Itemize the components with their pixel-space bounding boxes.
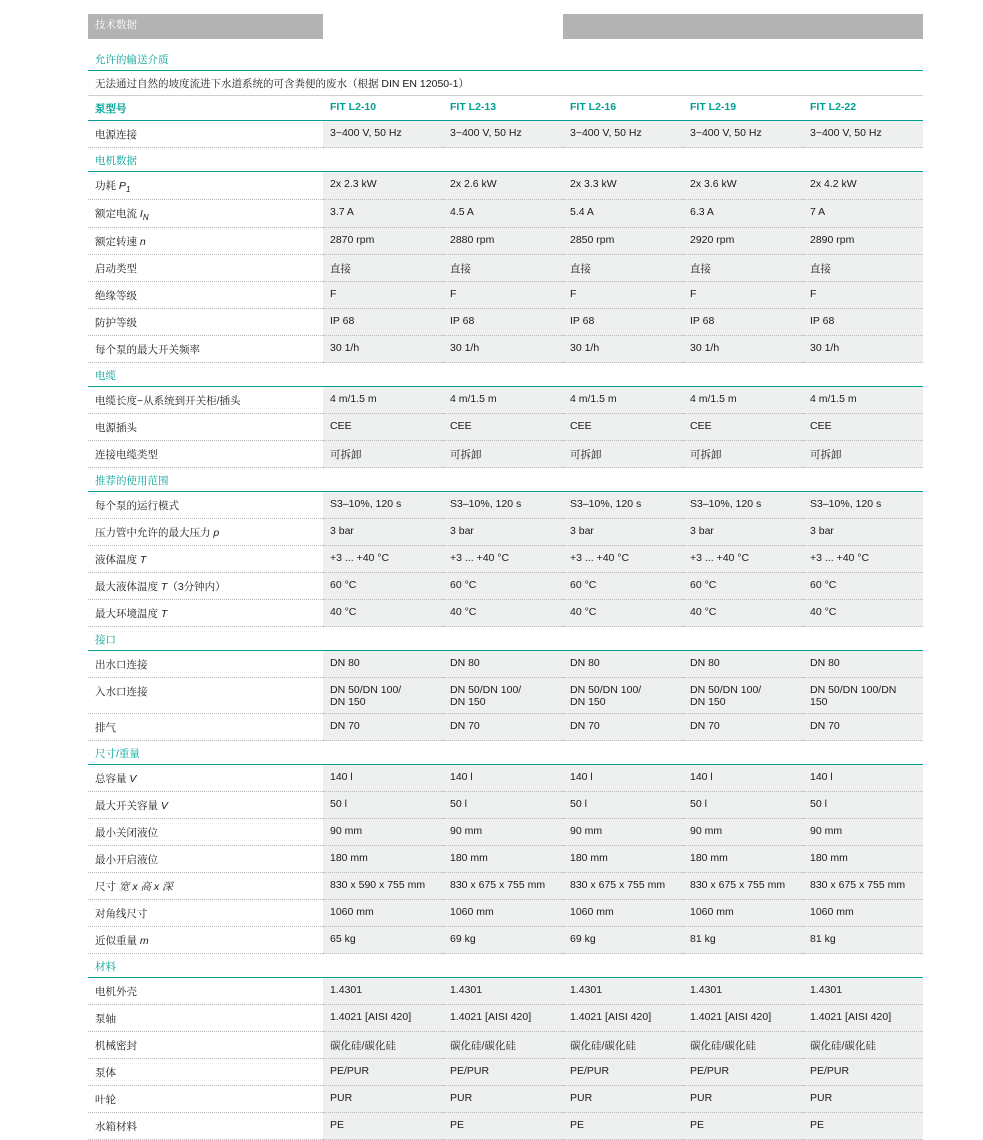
row-label: 水箱材料	[88, 1113, 323, 1140]
row-label: 启动类型	[88, 255, 323, 282]
cell-value-2: 1060 mm	[563, 900, 683, 927]
cell-value-1: PE	[443, 1113, 563, 1140]
cell-value-0: IP 68	[323, 309, 443, 336]
cell-value-4: 直接	[803, 255, 923, 282]
section-title-interface: 接口	[88, 627, 323, 651]
cell-value-0: 直接	[323, 255, 443, 282]
cell-value-2: F	[563, 282, 683, 309]
media-note: 无法通过自然的坡度流进下水道系统的可含粪便的废水（根据 DIN EN 12050-1）	[88, 71, 923, 96]
section-header-interface	[88, 627, 923, 651]
cell-value-3: 6.3 A	[683, 200, 803, 228]
cell-value-2: 1.4301	[563, 978, 683, 1005]
cell-value-4: 30 1/h	[803, 336, 923, 363]
cell-value-3: 1.4021 [AISI 420]	[683, 1005, 803, 1032]
cell-value-1: 90 mm	[443, 819, 563, 846]
cell-value-1: 180 mm	[443, 846, 563, 873]
model-name-4: FIT L2-22	[803, 96, 923, 121]
table-row	[88, 900, 923, 927]
cell-value-4: DN 70	[803, 714, 923, 741]
cell-value-3: 3 bar	[683, 519, 803, 546]
cell-value-1: IP 68	[443, 309, 563, 336]
table-row	[88, 846, 923, 873]
row-label: 最大环境温度 T	[88, 600, 323, 627]
cell-value-2: 3~400 V, 50 Hz	[563, 121, 683, 148]
cell-value-3: 50 l	[683, 792, 803, 819]
cell-value-1: 60 °C	[443, 573, 563, 600]
cell-value-4: 3 bar	[803, 519, 923, 546]
section-rule	[323, 148, 923, 172]
cell-value-2: DN 80	[563, 651, 683, 678]
table-row	[88, 255, 923, 282]
cell-value-3: 4 m/1.5 m	[683, 387, 803, 414]
cell-value-0: DN 70	[323, 714, 443, 741]
table-row	[88, 336, 923, 363]
cell-value-0: PUR	[323, 1086, 443, 1113]
table-row	[88, 573, 923, 600]
cell-value-3: 可拆卸	[683, 441, 803, 468]
cell-value-4: DN 50/DN 100/DN 150	[803, 678, 923, 714]
cell-value-0: F	[323, 282, 443, 309]
cell-value-0: CEE	[323, 414, 443, 441]
cell-value-1: 1.4301	[443, 978, 563, 1005]
cell-value-1: 4 m/1.5 m	[443, 387, 563, 414]
cell-value-3: 直接	[683, 255, 803, 282]
table-row	[88, 200, 923, 228]
cell-value-1: 30 1/h	[443, 336, 563, 363]
cell-value-3: DN 80	[683, 651, 803, 678]
cell-value-2: 3 bar	[563, 519, 683, 546]
cell-value-3: 830 x 675 x 755 mm	[683, 873, 803, 900]
cell-value-1: PUR	[443, 1086, 563, 1113]
model-name-1: FIT L2-13	[443, 96, 563, 121]
cell-value-1: 40 °C	[443, 600, 563, 627]
cell-value-2: 碳化硅/碳化硅	[563, 1032, 683, 1059]
cell-value-4: PUR	[803, 1086, 923, 1113]
section-header-motor	[88, 148, 923, 172]
section-title-dimensions: 尺寸/重量	[88, 741, 323, 765]
cell-value-2: 60 °C	[563, 573, 683, 600]
section-rule	[323, 741, 923, 765]
section-title-material: 材料	[88, 954, 323, 978]
cell-value-1: CEE	[443, 414, 563, 441]
table-row	[88, 792, 923, 819]
cell-value-2: 1.4021 [AISI 420]	[563, 1005, 683, 1032]
row-label: 液体温度 T	[88, 546, 323, 573]
cell-value-0: 可拆卸	[323, 441, 443, 468]
cell-value-4: 81 kg	[803, 927, 923, 954]
cell-value-3: 碳化硅/碳化硅	[683, 1032, 803, 1059]
cell-value-4: PE	[803, 1113, 923, 1140]
row-label: 电源连接	[88, 121, 323, 148]
row-label: 电缆长度~从系统到开关柜/插头	[88, 387, 323, 414]
cell-value-4: 140 l	[803, 765, 923, 792]
cell-value-1: 3~400 V, 50 Hz	[443, 121, 563, 148]
cell-value-3: 1.4301	[683, 978, 803, 1005]
cell-value-0: 2x 2.3 kW	[323, 172, 443, 200]
cell-value-2: DN 50/DN 100/ DN 150	[563, 678, 683, 714]
cell-value-2: 30 1/h	[563, 336, 683, 363]
cell-value-4: 碳化硅/碳化硅	[803, 1032, 923, 1059]
technical-data-table	[88, 14, 923, 1140]
row-spacer	[88, 39, 923, 47]
section-title-usage: 推荐的使用范围	[88, 468, 323, 492]
title-bar-gap	[323, 14, 563, 39]
cell-value-0: DN 80	[323, 651, 443, 678]
cell-value-4: IP 68	[803, 309, 923, 336]
cell-value-2: IP 68	[563, 309, 683, 336]
row-label: 近似重量 m	[88, 927, 323, 954]
cell-value-0: 50 l	[323, 792, 443, 819]
cell-value-3: 140 l	[683, 765, 803, 792]
section-rule	[323, 363, 923, 387]
table-row	[88, 927, 923, 954]
section-header-usage	[88, 468, 923, 492]
cell-value-2: DN 70	[563, 714, 683, 741]
row-label: 每个泵的运行模式	[88, 492, 323, 519]
row-label: 叶轮	[88, 1086, 323, 1113]
cell-value-1: 2x 2.6 kW	[443, 172, 563, 200]
cell-value-0: 3 bar	[323, 519, 443, 546]
cell-value-3: 1060 mm	[683, 900, 803, 927]
row-label: 压力管中允许的最大压力 p	[88, 519, 323, 546]
table-row	[88, 121, 923, 148]
cell-value-2: 40 °C	[563, 600, 683, 627]
cell-value-0: 30 1/h	[323, 336, 443, 363]
table-row	[88, 765, 923, 792]
cell-value-1: +3 ... +40 °C	[443, 546, 563, 573]
row-label: 排气	[88, 714, 323, 741]
cell-value-1: 4.5 A	[443, 200, 563, 228]
cell-value-2: 140 l	[563, 765, 683, 792]
spacer-cell	[88, 39, 923, 47]
section-header-cable	[88, 363, 923, 387]
cell-value-2: 180 mm	[563, 846, 683, 873]
row-label: 尺寸 宽 x 高 x 深	[88, 873, 323, 900]
cell-value-1: S3–10%, 120 s	[443, 492, 563, 519]
cell-value-2: PUR	[563, 1086, 683, 1113]
cell-value-4: 40 °C	[803, 600, 923, 627]
cell-value-1: 可拆卸	[443, 441, 563, 468]
cell-value-0: PE/PUR	[323, 1059, 443, 1086]
row-label: 泵体	[88, 1059, 323, 1086]
row-label: 机械密封	[88, 1032, 323, 1059]
cell-value-3: IP 68	[683, 309, 803, 336]
cell-value-0: 2870 rpm	[323, 228, 443, 255]
cell-value-0: PE	[323, 1113, 443, 1140]
cell-value-4: 2x 4.2 kW	[803, 172, 923, 200]
cell-value-4: 180 mm	[803, 846, 923, 873]
table-row	[88, 600, 923, 627]
row-label: 绝缘等级	[88, 282, 323, 309]
table-row	[88, 1005, 923, 1032]
row-label: 连接电缆类型	[88, 441, 323, 468]
cell-value-3: DN 70	[683, 714, 803, 741]
row-label: 额定转速 n	[88, 228, 323, 255]
cell-value-3: F	[683, 282, 803, 309]
cell-value-3: 81 kg	[683, 927, 803, 954]
title-bar-fill	[563, 14, 923, 39]
model-name-0: FIT L2-10	[323, 96, 443, 121]
section-title-motor: 电机数据	[88, 148, 323, 172]
cell-value-0: 3~400 V, 50 Hz	[323, 121, 443, 148]
cell-value-2: PE	[563, 1113, 683, 1140]
table-row	[88, 228, 923, 255]
cell-value-3: +3 ... +40 °C	[683, 546, 803, 573]
cell-value-4: DN 80	[803, 651, 923, 678]
cell-value-1: 1.4021 [AISI 420]	[443, 1005, 563, 1032]
cell-value-3: PUR	[683, 1086, 803, 1113]
table-body	[88, 14, 923, 1140]
cell-value-0: S3–10%, 120 s	[323, 492, 443, 519]
cell-value-2: 2850 rpm	[563, 228, 683, 255]
cell-value-4: 7 A	[803, 200, 923, 228]
cell-value-2: +3 ... +40 °C	[563, 546, 683, 573]
cell-value-3: 60 °C	[683, 573, 803, 600]
table-row	[88, 309, 923, 336]
table-row	[88, 414, 923, 441]
cell-value-1: 3 bar	[443, 519, 563, 546]
cell-value-1: 直接	[443, 255, 563, 282]
cell-value-2: 50 l	[563, 792, 683, 819]
section-rule	[323, 47, 923, 71]
cell-value-1: 140 l	[443, 765, 563, 792]
cell-value-0: 4 m/1.5 m	[323, 387, 443, 414]
row-label: 最大开关容量 V	[88, 792, 323, 819]
cell-value-1: 2880 rpm	[443, 228, 563, 255]
cell-value-4: 1060 mm	[803, 900, 923, 927]
table-row	[88, 519, 923, 546]
model-name-3: FIT L2-19	[683, 96, 803, 121]
row-label: 每个泵的最大开关频率	[88, 336, 323, 363]
cell-value-3: S3–10%, 120 s	[683, 492, 803, 519]
section-header-material	[88, 954, 923, 978]
page-title: 技术数据	[88, 14, 323, 39]
cell-value-1: 69 kg	[443, 927, 563, 954]
cell-value-3: CEE	[683, 414, 803, 441]
cell-value-4: PE/PUR	[803, 1059, 923, 1086]
table-row	[88, 1059, 923, 1086]
table-row	[88, 1086, 923, 1113]
cell-value-4: 3~400 V, 50 Hz	[803, 121, 923, 148]
cell-value-0: 180 mm	[323, 846, 443, 873]
model-header-label: 泵型号	[88, 96, 323, 121]
cell-value-4: 可拆卸	[803, 441, 923, 468]
row-label: 电机外壳	[88, 978, 323, 1005]
cell-value-4: 1.4021 [AISI 420]	[803, 1005, 923, 1032]
cell-value-0: 65 kg	[323, 927, 443, 954]
cell-value-1: 50 l	[443, 792, 563, 819]
cell-value-4: 830 x 675 x 755 mm	[803, 873, 923, 900]
media-note-row	[88, 71, 923, 96]
section-title-cable: 电缆	[88, 363, 323, 387]
cell-value-4: 2890 rpm	[803, 228, 923, 255]
cell-value-2: 90 mm	[563, 819, 683, 846]
cell-value-0: 90 mm	[323, 819, 443, 846]
row-label: 防护等级	[88, 309, 323, 336]
page-title-bar	[88, 14, 923, 39]
table-row	[88, 1113, 923, 1140]
cell-value-1: F	[443, 282, 563, 309]
row-label: 额定电流 $I_N$	[88, 200, 323, 228]
cell-value-1: DN 70	[443, 714, 563, 741]
cell-value-3: 30 1/h	[683, 336, 803, 363]
cell-value-0: 1060 mm	[323, 900, 443, 927]
cell-value-4: CEE	[803, 414, 923, 441]
row-label: 出水口连接	[88, 651, 323, 678]
cell-value-1: PE/PUR	[443, 1059, 563, 1086]
cell-value-1: DN 80	[443, 651, 563, 678]
table-row	[88, 441, 923, 468]
table-row	[88, 714, 923, 741]
cell-value-4: 60 °C	[803, 573, 923, 600]
cell-value-3: 40 °C	[683, 600, 803, 627]
section-header-media	[88, 47, 923, 71]
model-header-row	[88, 96, 923, 121]
cell-value-0: 40 °C	[323, 600, 443, 627]
table-row	[88, 1032, 923, 1059]
cell-value-4: S3–10%, 120 s	[803, 492, 923, 519]
row-label: 泵轴	[88, 1005, 323, 1032]
cell-value-3: 180 mm	[683, 846, 803, 873]
row-label: 总容量 V	[88, 765, 323, 792]
cell-value-2: S3–10%, 120 s	[563, 492, 683, 519]
section-rule	[323, 468, 923, 492]
cell-value-2: 4 m/1.5 m	[563, 387, 683, 414]
table-row	[88, 978, 923, 1005]
row-label: 功耗 $P_1$	[88, 172, 323, 200]
cell-value-2: 69 kg	[563, 927, 683, 954]
cell-value-2: 830 x 675 x 755 mm	[563, 873, 683, 900]
cell-value-2: PE/PUR	[563, 1059, 683, 1086]
row-label: 电源插头	[88, 414, 323, 441]
cell-value-2: CEE	[563, 414, 683, 441]
cell-value-2: 直接	[563, 255, 683, 282]
cell-value-0: 1.4301	[323, 978, 443, 1005]
table-row	[88, 819, 923, 846]
cell-value-3: PE/PUR	[683, 1059, 803, 1086]
cell-value-3: 90 mm	[683, 819, 803, 846]
table-row	[88, 387, 923, 414]
table-row	[88, 678, 923, 714]
cell-value-0: +3 ... +40 °C	[323, 546, 443, 573]
table-row	[88, 873, 923, 900]
cell-value-0: 60 °C	[323, 573, 443, 600]
cell-value-4: 1.4301	[803, 978, 923, 1005]
cell-value-3: 2920 rpm	[683, 228, 803, 255]
row-label: 最小开启液位	[88, 846, 323, 873]
cell-value-4: +3 ... +40 °C	[803, 546, 923, 573]
row-label: 入水口连接	[88, 678, 323, 714]
section-rule	[323, 954, 923, 978]
cell-value-0: 碳化硅/碳化硅	[323, 1032, 443, 1059]
table-row	[88, 282, 923, 309]
table-row	[88, 172, 923, 200]
cell-value-3: 3~400 V, 50 Hz	[683, 121, 803, 148]
cell-value-2: 可拆卸	[563, 441, 683, 468]
row-label: 对角线尺寸	[88, 900, 323, 927]
cell-value-4: 50 l	[803, 792, 923, 819]
cell-value-2: 2x 3.3 kW	[563, 172, 683, 200]
section-header-dimensions	[88, 741, 923, 765]
cell-value-3: PE	[683, 1113, 803, 1140]
cell-value-1: 碳化硅/碳化硅	[443, 1032, 563, 1059]
cell-value-2: 5.4 A	[563, 200, 683, 228]
row-label: 最大液体温度 T（3分钟内）	[88, 573, 323, 600]
cell-value-1: 830 x 675 x 755 mm	[443, 873, 563, 900]
cell-value-0: 830 x 590 x 755 mm	[323, 873, 443, 900]
cell-value-0: DN 50/DN 100/ DN 150	[323, 678, 443, 714]
table-row	[88, 651, 923, 678]
table-row	[88, 546, 923, 573]
section-title-media: 允许的输送介质	[88, 47, 323, 71]
section-rule	[323, 627, 923, 651]
cell-value-1: 1060 mm	[443, 900, 563, 927]
cell-value-4: 4 m/1.5 m	[803, 387, 923, 414]
table-row	[88, 492, 923, 519]
cell-value-4: F	[803, 282, 923, 309]
cell-value-0: 140 l	[323, 765, 443, 792]
cell-value-3: DN 50/DN 100/ DN 150	[683, 678, 803, 714]
cell-value-4: 90 mm	[803, 819, 923, 846]
cell-value-0: 3.7 A	[323, 200, 443, 228]
row-label: 最小关闭液位	[88, 819, 323, 846]
model-name-2: FIT L2-16	[563, 96, 683, 121]
cell-value-1: DN 50/DN 100/ DN 150	[443, 678, 563, 714]
cell-value-0: 1.4021 [AISI 420]	[323, 1005, 443, 1032]
cell-value-3: 2x 3.6 kW	[683, 172, 803, 200]
